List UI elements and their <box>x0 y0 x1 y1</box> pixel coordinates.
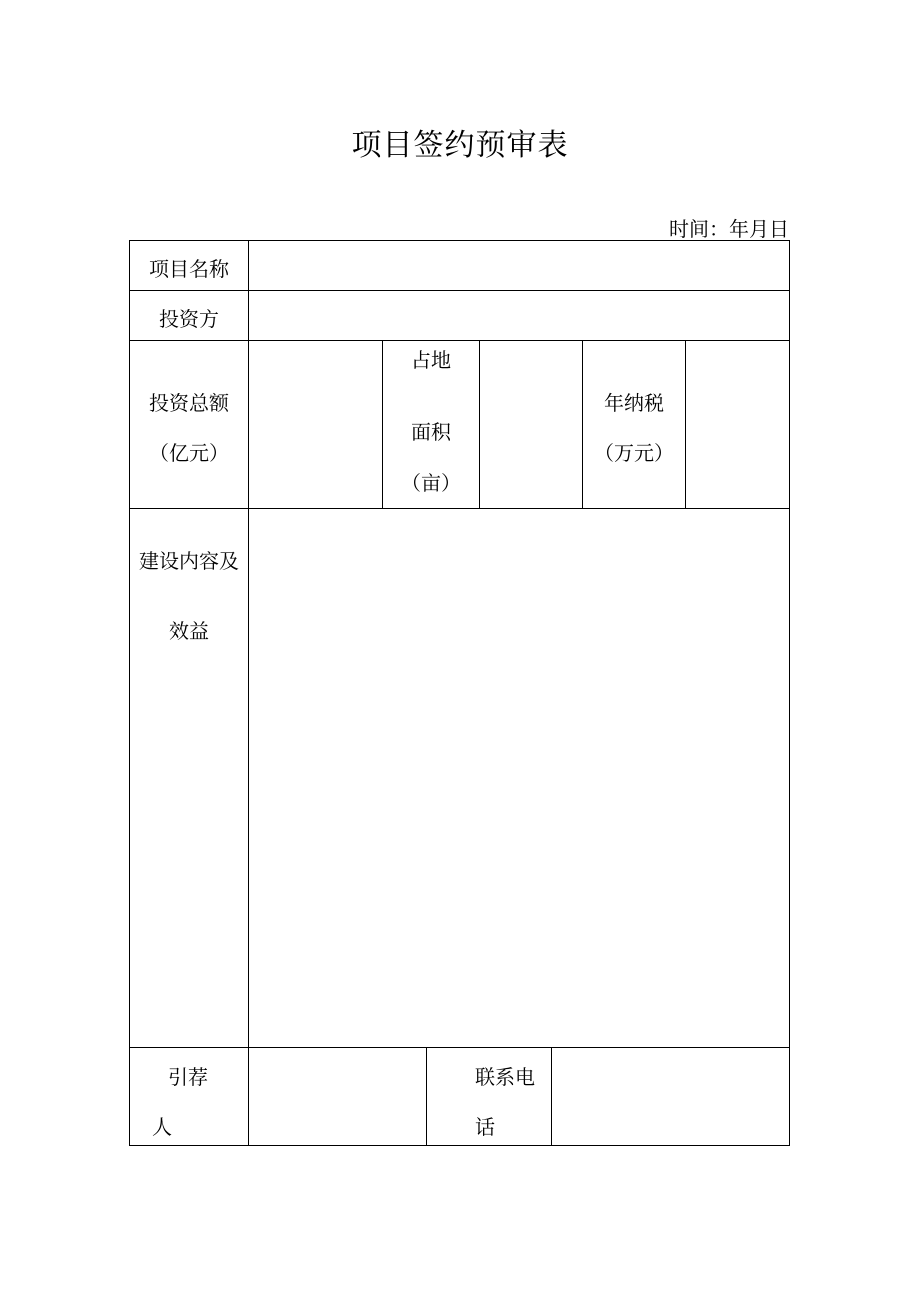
content-field[interactable] <box>249 509 789 1048</box>
referrer-label-line1: 引荐 <box>168 1065 208 1089</box>
total-investment-label-cell <box>130 341 249 509</box>
total-investment-label-line2: （亿元） <box>149 441 229 465</box>
referrer-label-line2: 人 <box>152 1115 172 1139</box>
investor-field[interactable] <box>249 291 789 341</box>
project-name-label-cell <box>130 241 249 291</box>
land-area-label-line3: （亩） <box>401 471 461 495</box>
content-label-line2: 效益 <box>169 619 209 643</box>
annual-tax-label-line2: （万元） <box>594 441 674 465</box>
referrer-label-cell <box>130 1048 249 1145</box>
review-form-table <box>129 240 790 1146</box>
land-area-field[interactable] <box>480 341 583 509</box>
project-name-label: 项目名称 <box>149 257 229 281</box>
investor-label-cell <box>130 291 249 341</box>
annual-tax-label-line1: 年纳税 <box>604 391 664 415</box>
annual-tax-field[interactable] <box>686 341 789 509</box>
investor-label: 投资方 <box>159 307 219 331</box>
phone-label-line2: 话 <box>475 1115 495 1139</box>
project-name-field[interactable] <box>249 241 789 291</box>
total-investment-field[interactable] <box>249 341 383 509</box>
phone-field[interactable] <box>552 1048 789 1145</box>
land-area-label-cell <box>383 341 480 509</box>
annual-tax-label-cell <box>583 341 686 509</box>
page-title: 项目签约预审表 <box>351 128 569 163</box>
date-label: 时间：年月日 <box>669 217 789 241</box>
land-area-label-line2: 面积 <box>411 420 451 444</box>
total-investment-label-line1: 投资总额 <box>149 391 229 415</box>
phone-label-cell <box>427 1048 552 1145</box>
phone-label-line1: 联系电 <box>475 1065 535 1089</box>
content-label-cell <box>130 509 249 1048</box>
referrer-field[interactable] <box>249 1048 427 1145</box>
content-label-line1: 建设内容及 <box>139 549 239 573</box>
land-area-label-line1: 占地 <box>411 348 451 372</box>
